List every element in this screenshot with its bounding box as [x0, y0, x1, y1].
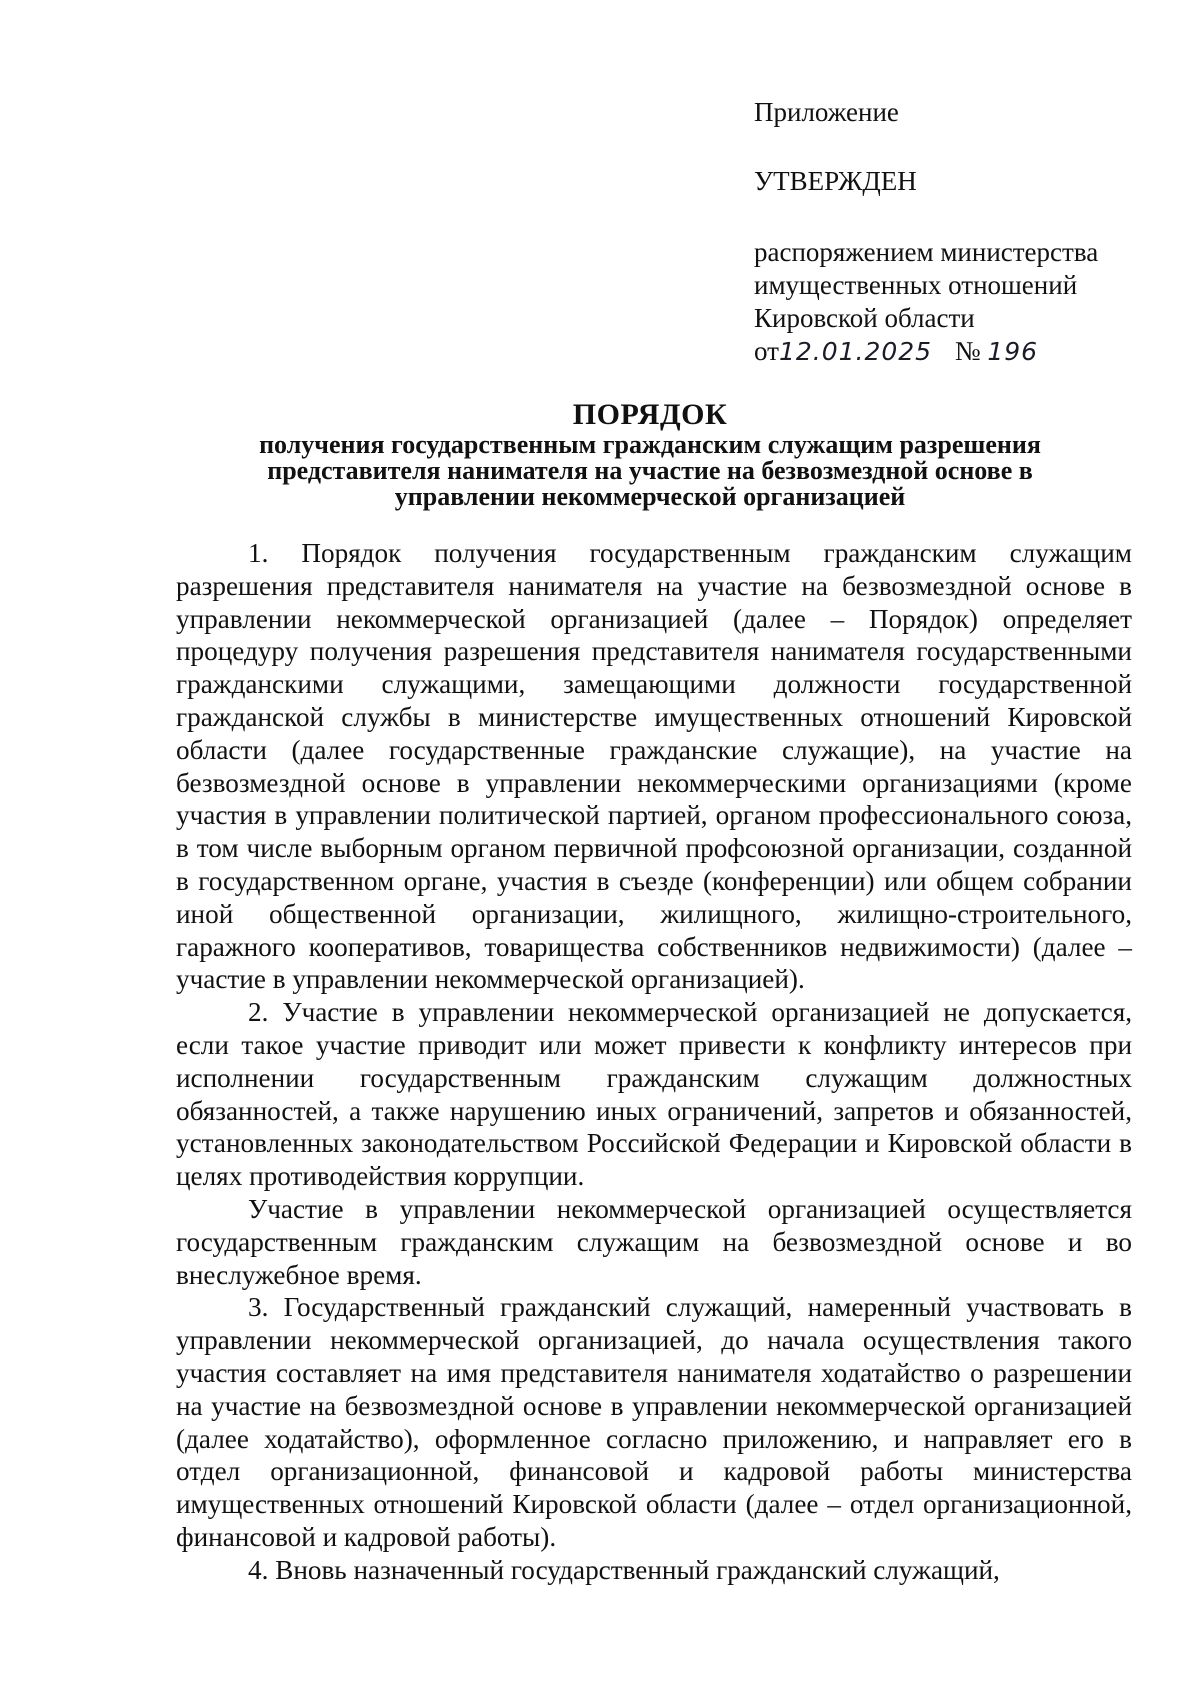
- paragraph-2: 2. Участие в управлении некоммерческой организацией не допускается, если такое участие приводит или может привести к конфликту интересов при исполнении государственным гражданским служащим должностных обязанностей, а также нарушению иных ограничений, запретов и обязанностей, установленных законодательством Российской Федерации и Кировской области в целях противодействия коррупции.: [176, 997, 1132, 1192]
- number-sign: №: [954, 336, 981, 366]
- document-body: [176, 537, 1132, 1587]
- date-prefix: от: [754, 336, 779, 366]
- handwritten-number: 196: [987, 337, 1039, 366]
- document-heading: [170, 398, 1130, 510]
- document-subtitle-line-1: получения государственным гражданским служащим разрешения: [259, 430, 1041, 459]
- date-number-line: [754, 335, 1174, 368]
- issuer-line-1: распоряжением министерства: [754, 237, 1099, 267]
- issuer-line-2: имущественных отношений: [754, 270, 1078, 300]
- appendix-label: Приложение: [754, 97, 899, 127]
- paragraph-2-continued: Участие в управлении некоммерческой организацией осуществляется государственным гражданским служащим на безвозмездной основе и во внеслужебное время.: [176, 1193, 1132, 1290]
- handwritten-date: 12.01.2025: [778, 337, 933, 366]
- paragraph-1: 1. Порядок получения государственным гражданским служащим разрешения представителя нанимателя на участие на безвозмездной основе в управлении некоммерческой организацией (далее – Порядок) определяет процедуру получения разрешения представителя нанимателя государственными гражданскими служащими, замещающими должности государственной гражданской службы в министерстве имущественных отношений Кировской области (далее государственные гражданские служащие), на участие на безвозмездной основе в управлении некоммерческими организациями (кроме участия в управлении политической партией, органом профессионального союза, в том числе выборным органом первичной профсоюзной организации, созданной в государственном органе, участия в съезде (конференции) или общем собрании иной общественной организации, жилищного, жилищно-строительного, гаражного кооперативов, товарищества собственников недвижимости) (далее – участие в управлении некоммерческой организацией).: [176, 538, 1132, 995]
- document-title: ПОРЯДОК: [572, 398, 728, 431]
- paragraph-3: 3. Государственный гражданский служащий, намеренный участвовать в управлении некоммерческой организацией, до начала осуществления такого участия составляет на имя представителя нанимателя ходатайство о разрешении на участие на безвозмездной основе в управлении некоммерческой организацией (далее ходатайство), оформленное согласно приложению, и направляет его в отдел организационной, финансовой и кадровой работы министерства имущественных отношений Кировской области (далее – отдел организационной, финансовой и кадровой работы).: [176, 1292, 1132, 1552]
- document-subtitle-line-2: представителя нанимателя на участие на безвозмездной основе в: [267, 456, 1033, 485]
- paragraph-4: 4. Вновь назначенный государственный гражданский служащий,: [248, 1554, 1000, 1585]
- approval-block: [754, 96, 1174, 368]
- issuer-line-3: Кировской области: [754, 303, 975, 333]
- approved-stamp-label: УТВЕРЖДЕН: [754, 166, 917, 196]
- document-subtitle-line-3: управлении некоммерческой организацией: [394, 482, 906, 511]
